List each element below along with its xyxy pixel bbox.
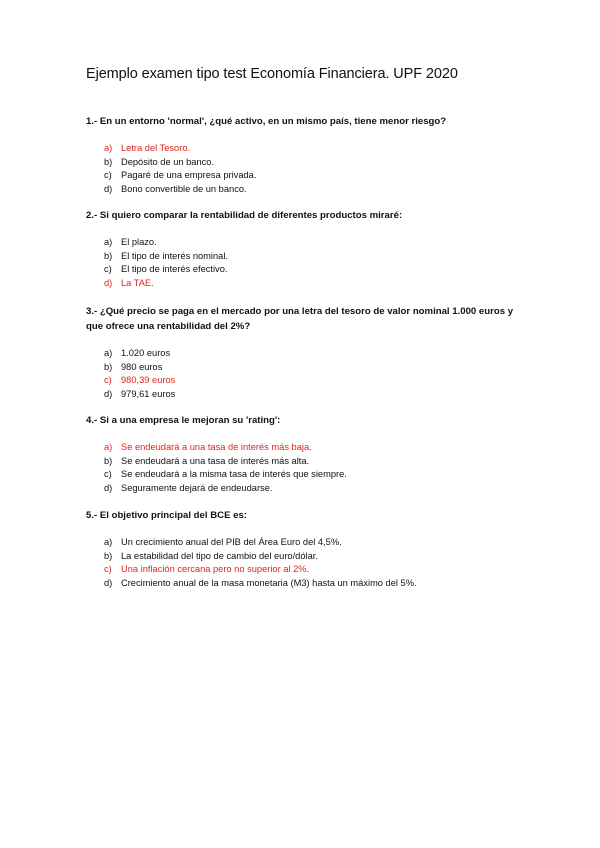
question-text: 5.- El objetivo principal del BCE es: [86,510,247,521]
question-3 [86,304,526,401]
question-1 [86,114,526,196]
option-d [86,183,526,197]
option-letter: d) [104,277,113,288]
option-text: El tipo de interés efectivo. [121,264,228,275]
option-d [86,577,526,591]
option-text: 1.020 euros [121,348,171,358]
option-letter: a) [104,442,113,452]
question-text: 4.- Si a una empresa le mejoran su 'rating': [86,415,281,426]
question-4 [86,413,526,495]
option-b [86,550,526,564]
question-text: 3.- ¿Qué precio se paga en el mercado por una letra del tesoro de valor nominal 1.000 euros y que ofrece una rentabilidad del 2%? [86,306,514,332]
option-d [86,277,526,291]
option-letter: a) [104,537,113,547]
option-letter: b) [104,455,113,466]
options-list [86,142,526,196]
option-c [86,169,526,183]
options-list [86,441,526,495]
option-text: Depósito de un banco. [121,156,215,167]
option-letter: b) [104,156,113,167]
option-b [86,250,526,264]
option-text: Bono convertible de un banco. [121,183,247,194]
option-b [86,156,526,170]
question-2 [86,208,526,290]
option-text: El tipo de interés nominal. [121,250,228,261]
option-text: 980 euros [121,361,163,372]
option-a [86,441,526,455]
option-letter: c) [104,469,112,480]
document-title: Ejemplo examen tipo test Economía Financiera. UPF 2020 [86,66,458,82]
option-text: La estabilidad del tipo de cambio del euro/dólar. [121,550,318,561]
option-letter: d) [104,577,113,588]
options-list [86,236,526,290]
option-letter: a) [104,348,113,358]
option-text: Letra del Tesoro. [121,143,191,153]
option-text: 980,39 euros [121,375,176,386]
option-d [86,388,526,402]
option-c [86,563,526,577]
option-letter: c) [104,170,112,181]
option-letter: c) [104,264,112,275]
question-5 [86,508,526,590]
option-a [86,347,526,361]
option-text: Una inflación cercana pero no superior al 2%. [121,564,310,575]
option-text: 979,61 euros [121,388,176,399]
option-b [86,361,526,375]
option-text: Seguramente dejará de endeudarse. [121,482,273,493]
option-letter: d) [104,482,113,493]
option-a [86,536,526,550]
option-letter: a) [104,237,113,247]
question-text: 2.- Si quiero comparar la rentabilidad de diferentes productos miraré: [86,210,403,221]
option-c [86,468,526,482]
option-c [86,374,526,388]
option-letter: d) [104,388,113,399]
options-list [86,347,526,401]
option-text: El plazo. [121,237,157,247]
question-text: 1.- En un entorno 'normal', ¿qué activo, en un mismo país, tiene menor riesgo? [86,116,447,127]
option-letter: c) [104,564,112,575]
option-text: Se endeudará a la misma tasa de interés que siempre. [121,469,347,480]
option-text: Un crecimiento anual del PIB del Área Euro del 4,5%. [121,537,342,547]
option-letter: b) [104,550,113,561]
option-letter: c) [104,375,112,386]
option-text: La TAE. [121,277,154,288]
option-letter: b) [104,250,113,261]
option-letter: a) [104,143,113,153]
option-a [86,142,526,156]
option-d [86,482,526,496]
option-a [86,236,526,250]
option-text: Pagaré de una empresa privada. [121,170,257,181]
option-b [86,455,526,469]
option-text: Se endeudará a una tasa de interés más baja. [121,442,312,452]
option-letter: b) [104,361,113,372]
option-c [86,263,526,277]
option-text: Crecimiento anual de la masa monetaria (M3) hasta un máximo del 5%. [121,577,417,588]
options-list [86,536,526,590]
option-text: Se endeudará a una tasa de interés más alta. [121,455,310,466]
option-letter: d) [104,183,113,194]
